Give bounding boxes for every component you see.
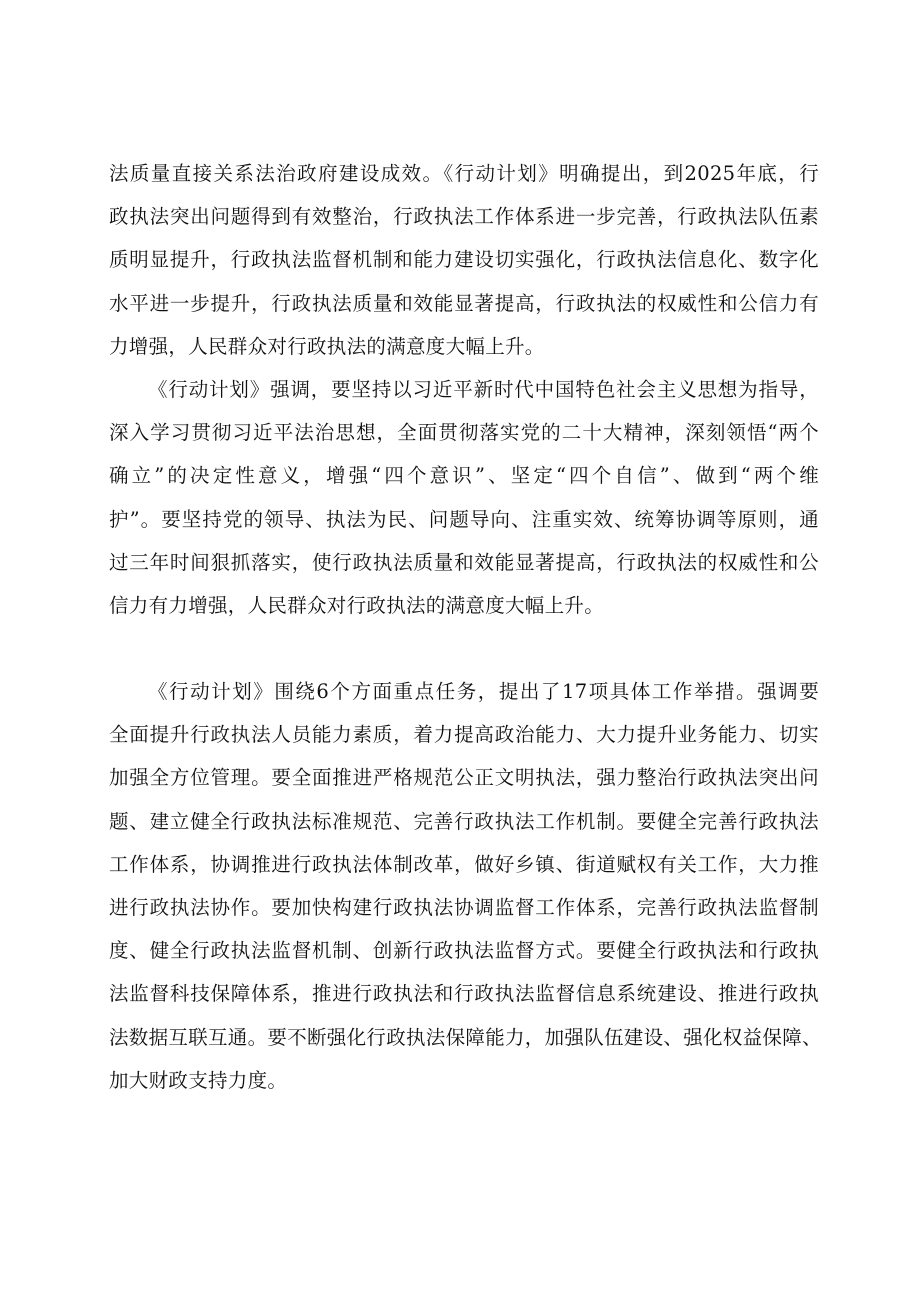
text-line: 《行动计划》围绕6个方面重点任务，提出了17项具体工作举措。强调要 xyxy=(148,680,819,703)
text-line: 度、健全行政执法监督机制、创新行政执法监督方式。要健全行政执法和行政执 xyxy=(109,939,819,963)
text-line: 法数据互联互通。要不断强化行政执法保障能力，加强队伍建设、强化权益保障、 xyxy=(109,1025,822,1049)
text-line: 法监督科技保障体系，推进行政执法和行政执法监督信息系统建设、推进行政执 xyxy=(109,982,819,1006)
text-line: 政执法突出问题得到有效整治，行政执法工作体系进一步完善，行政执法队伍素 xyxy=(109,205,819,229)
text-line: 《行动计划》强调，要坚持以习近平新时代中国特色社会主义思想为指导， xyxy=(148,378,819,401)
text-line: 水平进一步提升，行政执法质量和效能显著提高，行政执法的权威性和公信力有 xyxy=(109,291,819,315)
text-line: 质明显提升，行政执法监督机制和能力建设切实强化，行政执法信息化、数字化 xyxy=(109,248,819,272)
text-line: 题、建立健全行政执法标准规范、完善行政执法工作机制。要健全完善行政执法 xyxy=(109,809,819,833)
text-line: 法质量直接关系法治政府建设成效。《行动计划》明确提出，到2025年底，行 xyxy=(109,162,819,185)
text-line: 全面提升行政执法人员能力素质，着力提高政治能力、大力提升业务能力、切实 xyxy=(109,723,819,747)
text-line: 加大财政支持力度。 xyxy=(109,1068,288,1092)
paragraph-3 xyxy=(109,670,822,1102)
paragraph-1 xyxy=(109,152,819,368)
text-line: 工作体系，协调推进行政执法体制改革，做好乡镇、街道赋权有关工作，大力推 xyxy=(109,852,819,876)
text-line: 过三年时间狠抓落实，使行政执法质量和效能显著提高，行政执法的权威性和公 xyxy=(109,550,819,574)
text-line: 进行政执法协作。要加快构建行政执法协调监督工作体系，完善行政执法监督制 xyxy=(109,895,819,919)
text-line: 确立”的决定性意义，增强“四个意识”、坚定“四个自信”、做到“两个维 xyxy=(109,464,819,488)
text-line: 信力有力增强，人民群众对行政执法的满意度大幅上升。 xyxy=(109,593,605,617)
text-line: 力增强，人民群众对行政执法的满意度大幅上升。 xyxy=(109,334,545,358)
text-line: 护”。要坚持党的领导、执法为民、问题导向、注重实效、统筹协调等原则，通 xyxy=(109,507,819,531)
paragraph-2 xyxy=(109,368,819,627)
text-line: 深入学习贯彻习近平法治思想，全面贯彻落实党的二十大精神，深刻领悟“两个 xyxy=(109,421,819,445)
text-line: 加强全方位管理。要全面推进严格规范公正文明执法，强力整治行政执法突出问 xyxy=(109,766,819,790)
